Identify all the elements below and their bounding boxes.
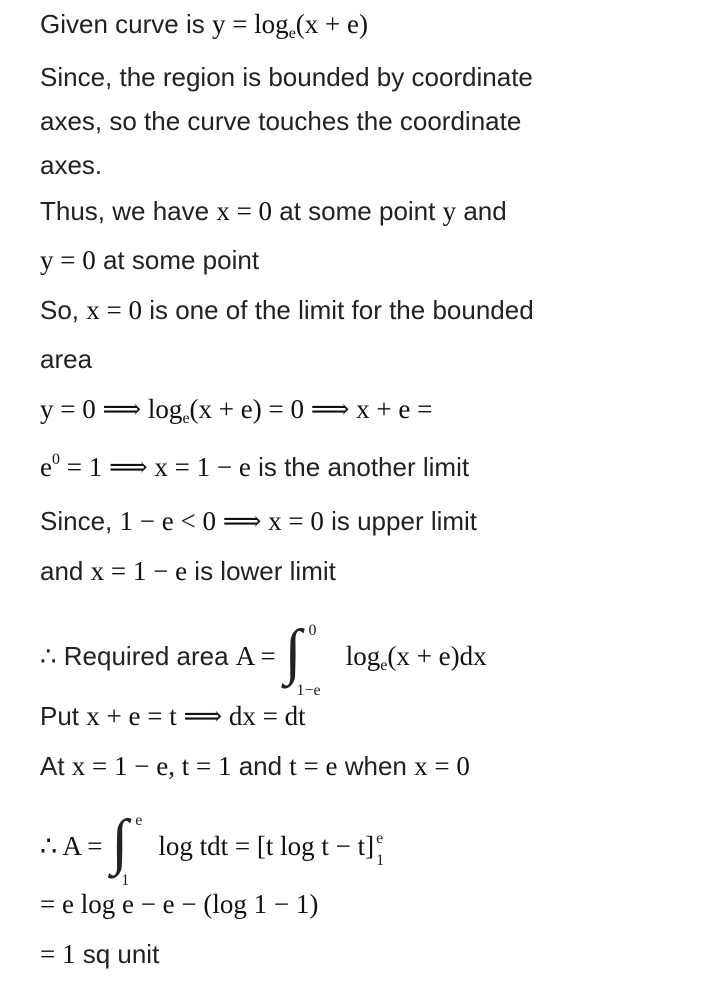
line-another-limit: $e^0 = 1$ ⟹ x = 1 − e is the another limit (40, 451, 470, 482)
line-log-zero: y = 0 ⟹ $\log_e(x + e) = 0$ ⟹ x + e = (40, 394, 433, 427)
line-x-zero: Thus, we have x = 0 at some point y and (40, 196, 507, 226)
line-evaluate: = e log e − e − (log 1 − 1) (40, 889, 319, 919)
line-area: area (40, 344, 93, 374)
integral-symbol: ∫ e 1 (111, 808, 143, 889)
line-result: = 1 sq unit (40, 939, 160, 969)
line-axes: axes. (40, 150, 103, 180)
line-y-zero: y = 0 at some point (40, 245, 260, 275)
line-touches-axes: axes, so the curve touches the coordinate (40, 106, 522, 136)
line-given-curve (40, 9, 368, 42)
line-lower-limit: and x = 1 − e is lower limit (40, 556, 336, 586)
evaluation-bounds: e 1 (376, 830, 385, 869)
line-upper-limit: Since, 1 − e < 0 ⟹ x = 0 is upper limit (40, 506, 478, 536)
line-substitution: Put x + e = t ⟹ dx = dt (40, 701, 306, 731)
text-segment: Given curve is (40, 9, 212, 39)
line-new-limits: At x = 1 − e, t = 1 and t = e when x = 0 (40, 751, 470, 781)
line-one-limit: So, x = 0 is one of the limit for the bounded (40, 295, 534, 325)
integral-symbol: ∫ 0 1−e (284, 618, 321, 699)
math-expr: $y = \log_e(x + e)$ (211, 9, 368, 42)
line-required-area: ∴ Required area A = ∫ 0 1−e $\log_e(x + e)dx$ (40, 618, 487, 699)
line-region-bounded: Since, the region is bounded by coordinate (40, 62, 533, 92)
line-integral-t: ∴ A = ∫ e 1 log tdt = [t log t − t] e 1 (40, 818, 390, 878)
